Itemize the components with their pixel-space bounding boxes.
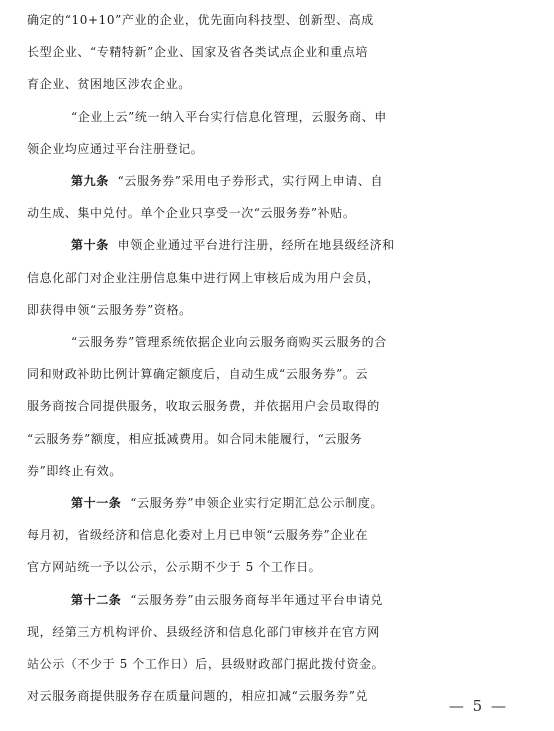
paragraph-line [71, 99, 554, 135]
line-text: 动生成、集中兑付。单个企业只享受一次“云服务券”补贴。 [27, 206, 356, 221]
line-text: “云服务券”额度，相应抵减费用。如合同未能履行，“云服务 [27, 431, 363, 446]
paragraph-line [27, 66, 554, 102]
paragraph-line [27, 2, 554, 38]
line-text: “企业上云”统一纳入平台实行信息化管理，云服务商、申 [71, 109, 387, 124]
line-text: 官方网站统一予以公示，公示期不少于 5 个工作日。 [27, 560, 322, 575]
article-paragraph-line [71, 485, 554, 521]
article-text: “云服务券”采用电子券形式，实行网上申请、自 [108, 174, 384, 188]
article-paragraph-line [71, 227, 554, 263]
line-text: 确定的“10+10”产业的企业，优先面向科技型、创新型、高成 [27, 13, 374, 27]
article-text: “云服务券”申领企业实行定期汇总公示制度。 [121, 496, 384, 510]
line-text: 同和财政补助比例计算确定额度后，自动生成“云服务券”。云 [27, 367, 369, 382]
line-text: 信息化部门对企业注册信息集中进行网上审核后成为用户会员， [27, 270, 380, 285]
paragraph-line [27, 292, 554, 328]
paragraph-line [27, 34, 554, 70]
line-text: 长型企业、“专精特新”企业、国家及省各类试点企业和重点培 [27, 45, 369, 60]
line-text: “云服务券”管理系统依据企业向云服务商购买云服务的合 [71, 335, 387, 349]
paragraph-line [71, 324, 554, 360]
article-text: “云服务券”由云服务商每半年通过平台申请兑 [121, 592, 384, 607]
line-text: 现，经第三方机构评价、县级经济和信息化部门审核并在官方网 [27, 624, 380, 639]
article-label: 第十条 [71, 238, 109, 253]
line-text: 即获得申领“云服务券”资格。 [27, 302, 192, 317]
paragraph-line [27, 356, 554, 392]
paragraph-line [27, 549, 554, 585]
article-text: 申领企业通过平台进行注册，经所在地县级经济和 [108, 238, 395, 253]
paragraph-line [27, 421, 554, 457]
paragraph-line [27, 388, 554, 424]
article-paragraph-line [71, 163, 554, 199]
article-label: 第十二条 [71, 592, 122, 607]
article-label: 第九条 [71, 174, 109, 188]
line-text: 站公示（不少于 5 个工作日）后，县级财政部门据此拨付资金。 [27, 657, 385, 671]
paragraph-line [27, 614, 554, 650]
line-text: 券”即终止有效。 [27, 463, 122, 478]
paragraph-line [27, 195, 554, 231]
line-text: 服务商按合同提供服务，收取云服务费，并依据用户会员取得的 [27, 399, 380, 414]
paragraph-line [27, 517, 554, 553]
paragraph-line [27, 646, 554, 682]
line-text: 每月初，省级经济和信息化委对上月已申领“云服务券”企业在 [27, 528, 369, 543]
article-paragraph-line [71, 582, 554, 618]
paragraph-line [27, 131, 554, 167]
line-text: 对云服务商提供服务存在质量问题的，相应扣减“云服务券”兑 [27, 689, 369, 704]
page-number: — 5 — [448, 697, 508, 715]
line-text: 领企业均应通过平台注册登记。 [27, 141, 204, 156]
paragraph-line [27, 260, 554, 296]
article-label: 第十一条 [71, 496, 122, 510]
paragraph-line [27, 453, 554, 489]
line-text: 育企业、贫困地区涉农企业。 [27, 77, 191, 92]
